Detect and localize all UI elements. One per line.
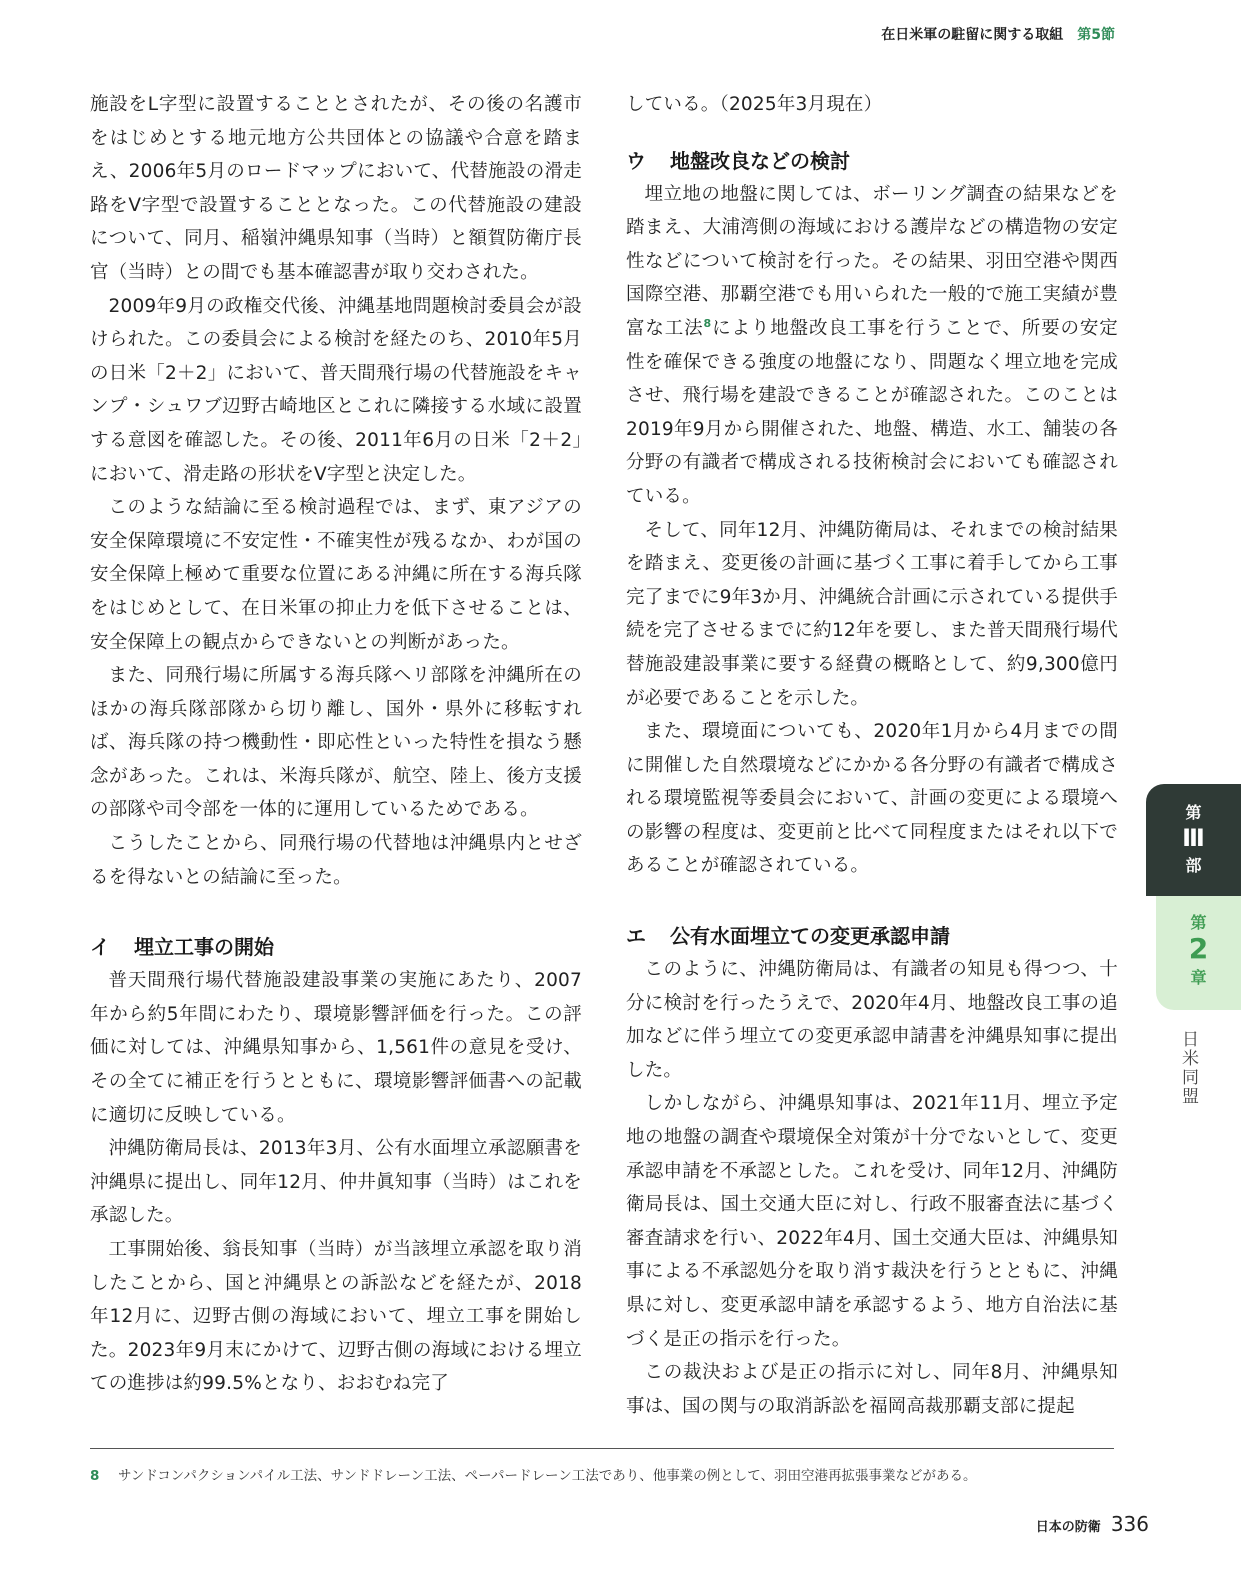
publication-name: 日本の防衛	[1035, 1520, 1101, 1535]
paragraph: しかしながら、沖縄県知事は、2021年11月、埋立予定地の地盤の調査や環境保全対策が十分でないとして、変更承認申請を不承認とした。これを受け、同年12月、沖縄防衛局長は、国土交通大臣に対し、行政不服審査法に基づく審査請求を行い、2022年4月、国土交通大臣は、沖縄県知事による不承認処分を取り消す裁決を行うとともに、沖縄県に対し、変更承認申請を承認するよう、地方自治法に基づく是正の指示を行った。	[626, 1093, 1118, 1350]
heading-text: 埋立工事の開始	[134, 935, 274, 960]
heading-text: 地盤改良などの検討	[670, 148, 850, 173]
left-column	[90, 88, 582, 1401]
paragraph: 沖縄防衛局長は、2013年3月、公有水面埋立承認願書を沖縄県に提出し、同年12月、仲井眞知事（当時）はこれを承認した。	[90, 1138, 582, 1227]
page-footer	[1036, 1512, 1149, 1536]
page-number: 336	[1110, 1512, 1149, 1536]
chapter-tab-bottom: 章	[1190, 968, 1207, 987]
chapter-tab[interactable]	[1156, 896, 1241, 1010]
paragraph: している。（2025年3月現在）	[626, 94, 883, 115]
part-tab-number: Ⅲ	[1182, 824, 1205, 852]
running-header	[881, 24, 1115, 44]
part-tab-bottom: 部	[1185, 856, 1202, 875]
paragraph: このような結論に至る検討過程では、まず、東アジアの安全保障環境に不安定性・不確実性が残るなか、わが国の安全保障上極めて重要な位置にある沖縄に所在する海兵隊をはじめとして、在日米軍の抑止力を低下させることは、安全保障上の観点からできないとの判断があった。	[90, 497, 582, 653]
paragraph: 工事開始後、翁長知事（当時）が当該埋立承認を取り消したことから、国と沖縄県との訴訟などを経たが、2018年12月に、辺野古側の海域において、埋立工事を開始した。2023年9月末にかけて、辺野古側の海域における埋立ての進捗は約99.5%となり、おおむね完了	[90, 1239, 582, 1395]
paragraph-part: 埋立地の地盤に関しては、ボーリング調査の結果などを踏まえ、大浦湾側の海域における護岸などの構造物の安定性などについて検討を行った。その結果、羽田空港や関西国際空港、那覇空港でも用いられた一般的で施工実績が豊富な工法	[626, 183, 1118, 339]
header-section: 第5節	[1077, 27, 1115, 43]
paragraph	[626, 178, 1118, 514]
paragraph: そして、同年12月、沖縄防衛局は、それまでの検討結果を踏まえ、変更後の計画に基づく工事に着手してから工事完了までに9年3か月、沖縄統合計画に示されている提供手続を完了させるまでに約12年を要し、また普天間飛行場代替施設建設事業に要する経費の概略として、約9,300億円が必要であることを示した。	[626, 519, 1118, 709]
paragraph: 2009年9月の政権交代後、沖縄基地問題検討委員会が設けられた。この委員会による検討を経たのち、2010年5月の日米「2＋2」において、普天間飛行場の代替施設をキャンプ・シュワブ辺野古崎地区とこれに隣接する水域に設置する意図を確認した。その後、2011年6月の日米「2＋2」において、滑走路の形状をV字型と決定した。	[90, 295, 582, 485]
section-heading-u	[626, 144, 1118, 178]
right-column	[626, 88, 1118, 1423]
part-tab[interactable]	[1146, 784, 1241, 896]
footnote	[90, 1464, 976, 1484]
paragraph: また、同飛行場に所属する海兵隊ヘリ部隊を沖縄所在のほかの海兵隊部隊から切り離し、国外・県外に移転すれば、海兵隊の持つ機動性・即応性といった特性を損なう懸念があった。これは、米海兵隊が、航空、陸上、後方支援の部隊や司令部を一体的に運用しているためである。	[90, 665, 582, 821]
footnote-number: 8	[90, 1468, 100, 1484]
footnote-reference[interactable]: 8	[703, 316, 712, 330]
chapter-side-label: 日米同盟	[1178, 1030, 1198, 1106]
section-heading-e	[626, 919, 1118, 953]
heading-mark: ウ	[626, 148, 646, 173]
paragraph: この裁決および是正の指示に対し、同年8月、沖縄県知事は、国の関与の取消訴訟を福岡高裁那覇支部に提起	[626, 1362, 1118, 1417]
section-heading-i	[90, 930, 582, 964]
paragraph: こうしたことから、同飛行場の代替地は沖縄県内とせざるを得ないとの結論に至った。	[90, 833, 582, 888]
paragraph-part: により地盤改良工事を行うことで、所要の安定性を確保できる強度の地盤になり、問題なく埋立地を完成させ、飛行場を建設できることが確認された。このことは2019年9月から開催された、地盤、構造、水工、舗装の各分野の有識者で構成される技術検討会においても確認されている。	[626, 317, 1118, 507]
chapter-tab-number: 2	[1188, 932, 1209, 965]
part-tab-top: 第	[1185, 803, 1202, 822]
heading-text: 公有水面埋立ての変更承認申請	[670, 924, 950, 949]
paragraph: また、環境面についても、2020年1月から4月までの間に開催した自然環境などにかかる各分野の有識者で構成される環境監視等委員会において、計画の変更による環境への影響の程度は、変更前と比べて同程度またはそれ以下であることが確認されている。	[626, 721, 1118, 877]
header-title: 在日米軍の駐留に関する取組	[881, 27, 1064, 43]
paragraph: このように、沖縄防衛局は、有識者の知見も得つつ、十分に検討を行ったうえで、2020年4月、地盤改良工事の追加などに伴う埋立ての変更承認申請書を沖縄県知事に提出した。	[626, 959, 1118, 1081]
heading-mark: エ	[626, 924, 646, 949]
paragraph: 普天間飛行場代替施設建設事業の実施にあたり、2007年から約5年間にわたり、環境影響評価を行った。この評価に対しては、沖縄県知事から、1,561件の意見を受け、その全てに補正を行うとともに、環境影響評価書への記載に適切に反映している。	[90, 970, 582, 1126]
footnote-divider	[90, 1448, 1114, 1449]
chapter-tab-top: 第	[1190, 913, 1207, 932]
paragraph: 施設をL字型に設置することとされたが、その後の名護市をはじめとする地元地方公共団体との協議や合意を踏まえ、2006年5月のロードマップにおいて、代替施設の滑走路をV字型で設置することとなった。この代替施設の建設について、同月、稲嶺沖縄県知事（当時）と額賀防衛庁長官（当時）との間でも基本確認書が取り交わされた。	[90, 94, 582, 283]
heading-mark: イ	[90, 935, 110, 960]
footnote-text: サンドコンパクションパイル工法、サンドドレーン工法、ペーパードレーン工法であり、他事業の例として、羽田空港再拡張事業などがある。	[118, 1468, 977, 1484]
